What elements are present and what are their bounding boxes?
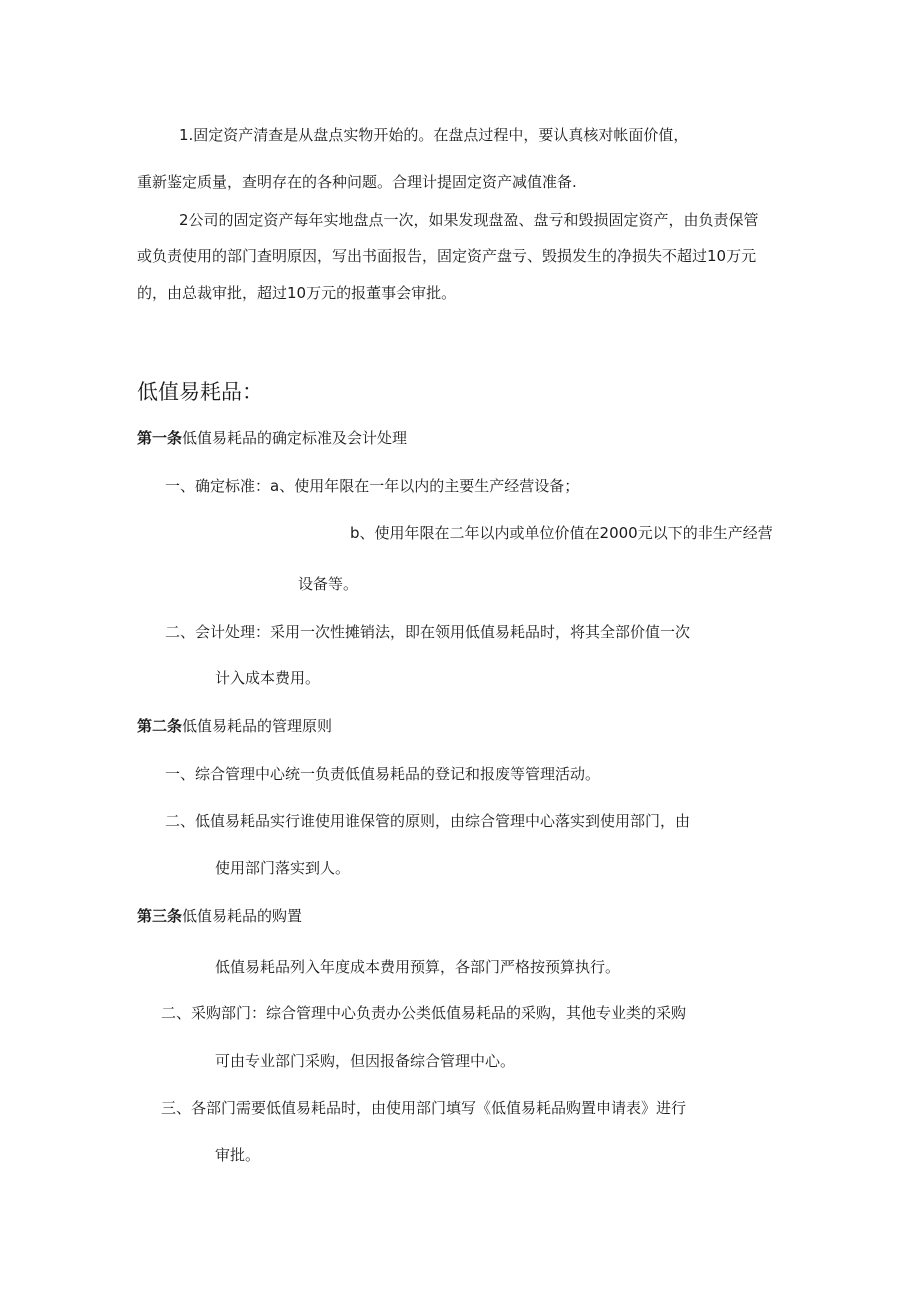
article2-item1-line1: 一、综合管理中心统一负责低值易耗品的登记和报废等管理活动。 [165,765,601,783]
fixed-assets-para2-line1: 2公司的固定资产每年实地盘点一次，如果发现盘盈、盘亏和毁损固定资产，由负责保管 [179,211,759,229]
article1-item1-line3: 设备等。 [298,575,359,593]
article1-item1-line1: 一、确定标准：a、使用年限在一年以内的主要生产经营设备； [165,477,580,495]
article1-item2-line2: 计入成本费用。 [215,669,321,687]
article3-item2-line2: 可由专业部门采购，但因报备综合管理中心。 [215,1052,516,1070]
article3-item3-line1: 三、各部门需要低值易耗品时，由使用部门填写《低值易耗品购置申请表》进行 [161,1099,687,1117]
article2-item2-line2: 使用部门落实到人。 [215,859,351,877]
article3-title: 低值易耗品的购置 [182,907,303,925]
article2-heading [137,716,332,736]
article1-item2-line1: 二、会计处理：采用一次性摊销法，即在领用低值易耗品时，将其全部价值一次 [165,623,691,641]
article3-item2-line1: 二、采购部门：综合管理中心负责办公类低值易耗品的采购，其他专业类的采购 [161,1004,687,1022]
fixed-assets-para2-line2: 或负责使用的部门查明原因，写出书面报告，固定资产盘亏、毁损发生的净损失不超过10万元 [137,247,757,265]
fixed-assets-para2-line3: 的，由总裁审批，超过10万元的报董事会审批。 [137,284,457,302]
article1-label: 第一条 [137,429,183,447]
article3-item1-line1: 低值易耗品列入年度成本费用预算，各部门严格按预算执行。 [215,958,621,976]
article2-title: 低值易耗品的管理原则 [182,717,333,735]
fixed-assets-para1-line2: 重新鉴定质量，查明存在的各种问题。合理计提固定资产减值准备. [137,173,577,191]
article1-heading [137,428,407,448]
article3-heading [137,906,302,926]
article2-item2-line1: 二、低值易耗品实行谁使用谁保管的原则，由综合管理中心落实到使用部门，由 [165,812,691,830]
article3-item3-line2: 审批。 [215,1146,261,1164]
article1-title: 低值易耗品的确定标准及会计处理 [182,429,408,447]
section-title: 低值易耗品： [137,380,263,404]
fixed-assets-para1-line1: 1.固定资产清查是从盘点实物开始的。在盘点过程中，要认真核对帐面价值， [179,126,689,144]
article1-item1-line2: b、使用年限在二年以内或单位价值在2000元以下的非生产经营 [350,524,773,542]
article3-label: 第三条 [137,907,183,925]
article2-label: 第二条 [137,717,183,735]
